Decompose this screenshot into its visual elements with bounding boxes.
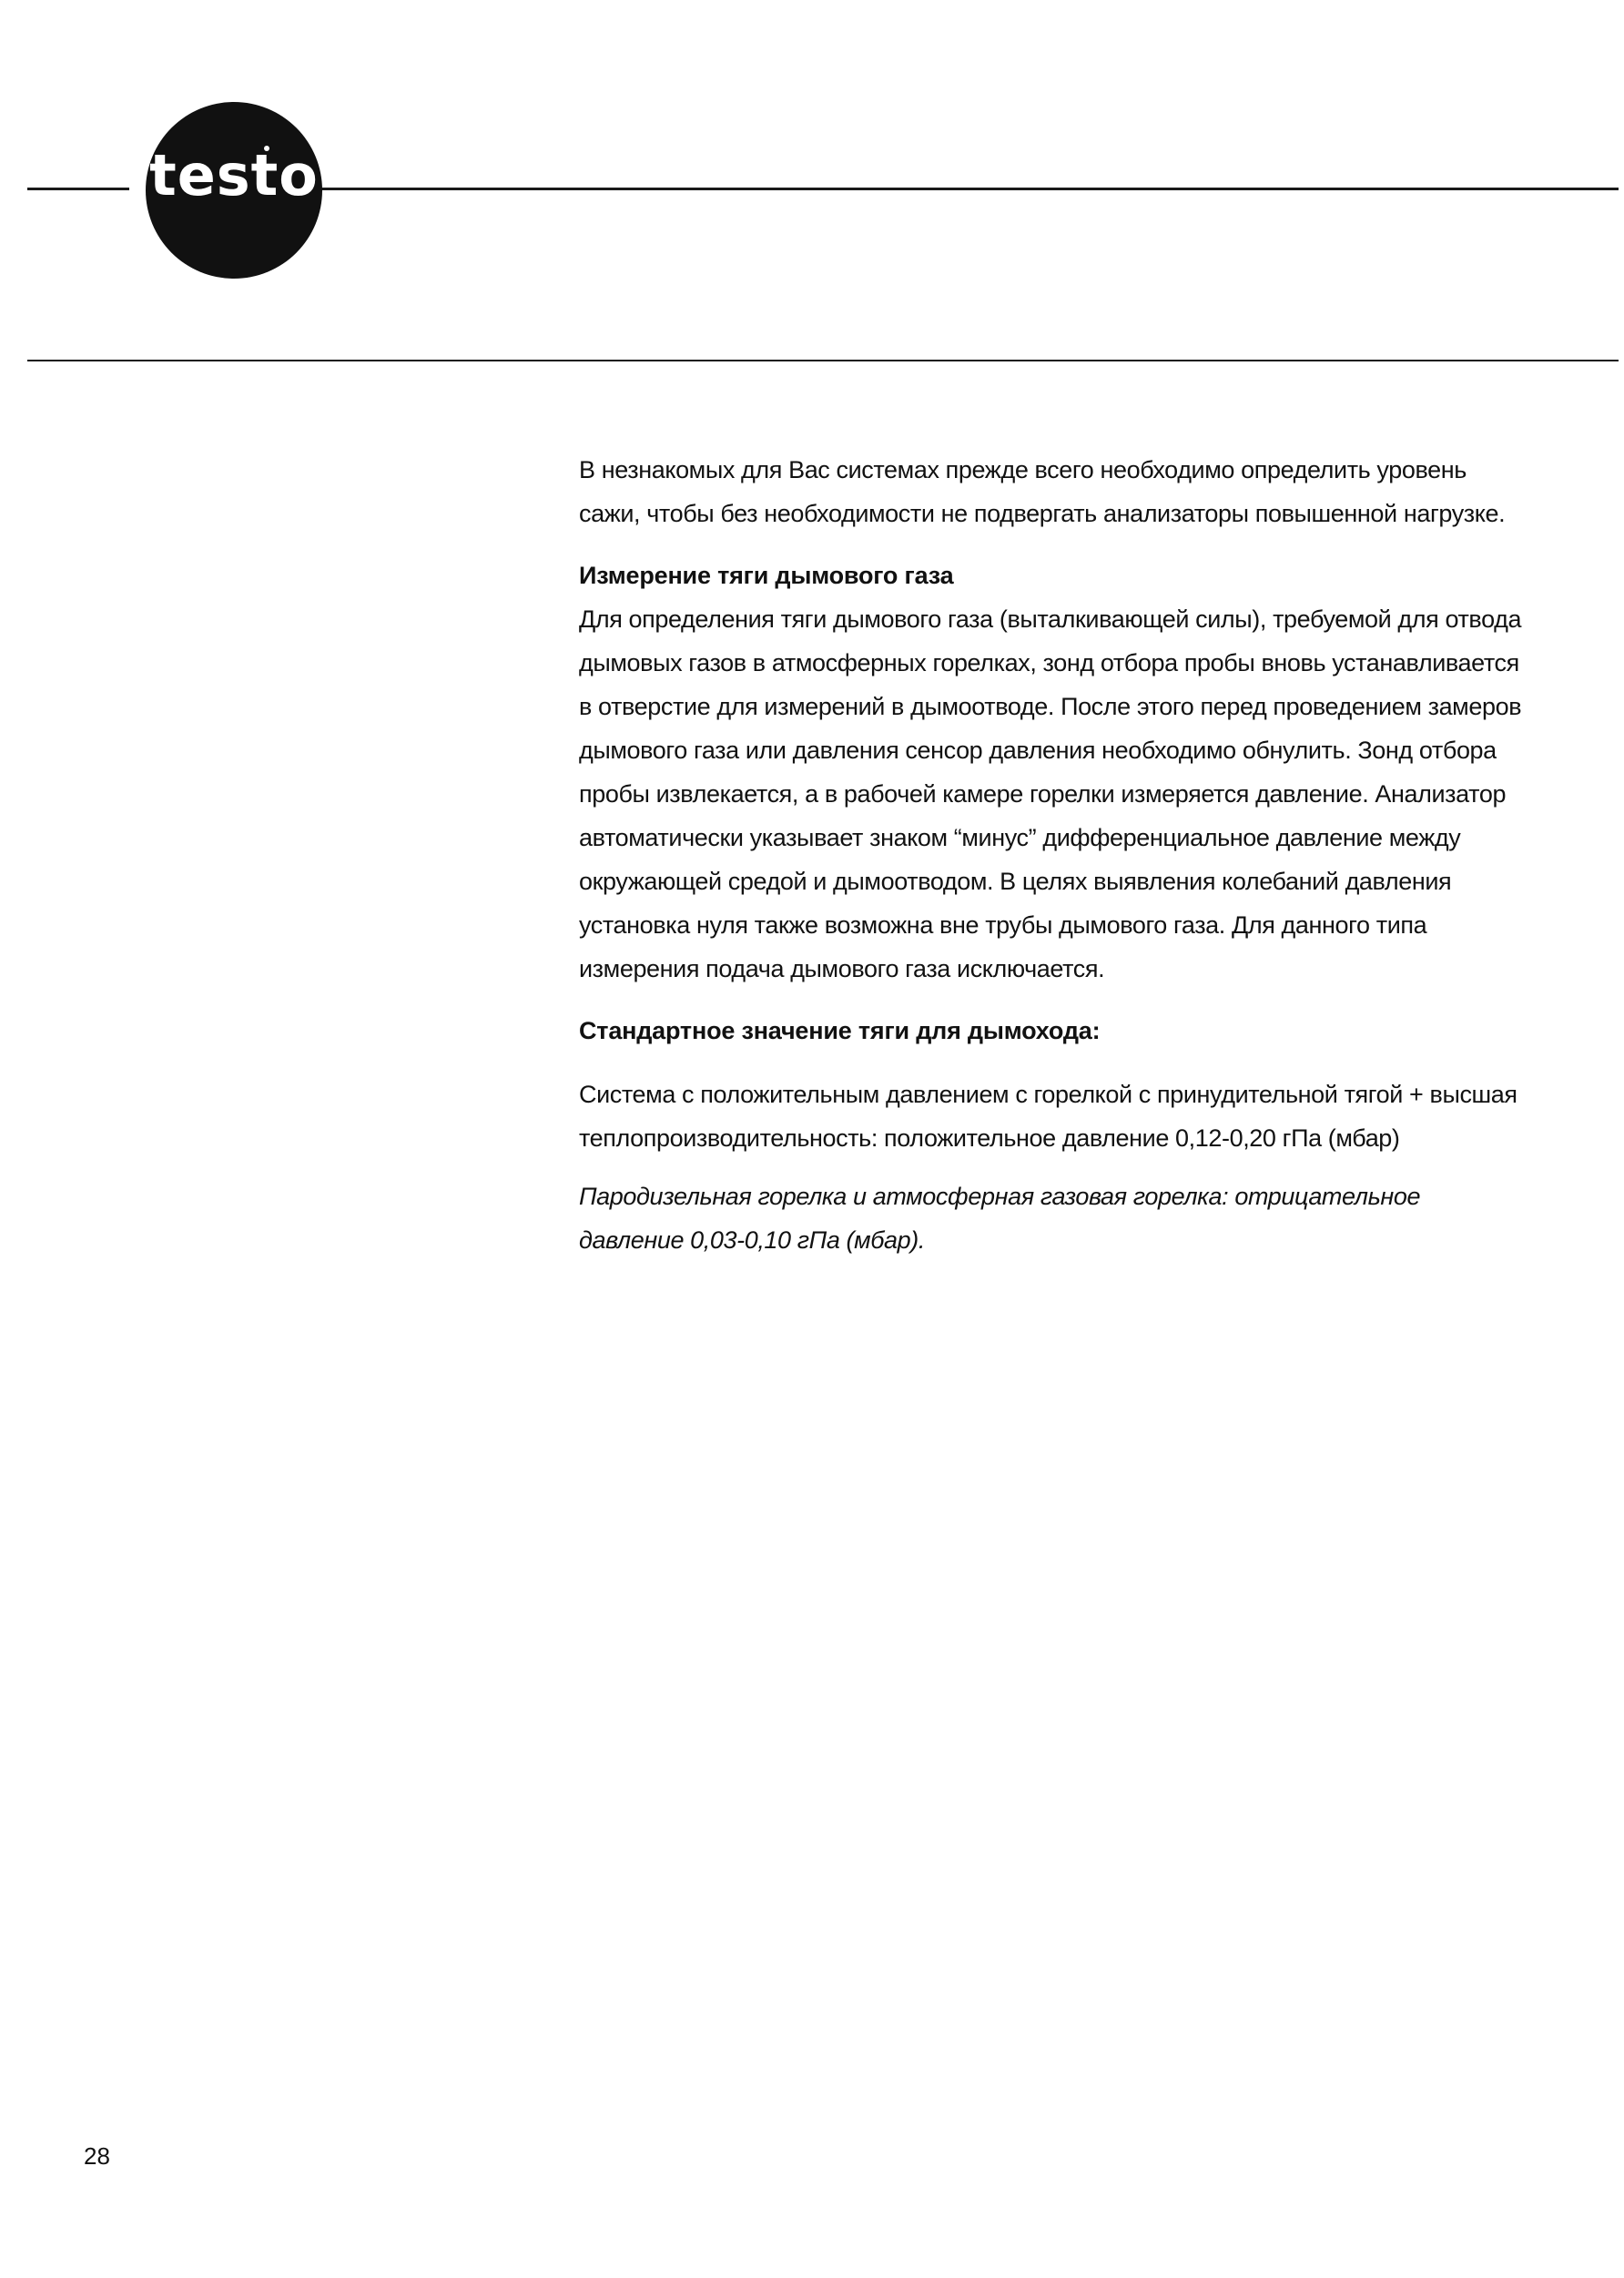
header-rule-left xyxy=(27,188,129,190)
draft-measurement-heading: Измерение тяги дымового газа xyxy=(579,562,954,589)
positive-pressure-paragraph: Система с положительным давлением с горелкой с принудительной тягой + высшая теплопроизводительность: положительное давление 0,12-0,20 гПа (мбар) xyxy=(579,1081,1517,1152)
testo-logo xyxy=(146,102,322,279)
page-number: 28 xyxy=(84,2142,110,2170)
intro-paragraph: В незнакомых для Вас системах прежде всего необходимо определить уровень сажи, чтобы без необходимости не подвергать анализаторы повышенной нагрузке. xyxy=(579,456,1506,527)
logo-text: testo xyxy=(149,142,319,208)
standard-draft-heading: Стандартное значение тяги для дымохода: xyxy=(579,1017,1101,1044)
draft-measurement-paragraph: Для определения тяги дымового газа (выталкивающей силы), требуемой для отвода дымовых газов в атмосферных горелках, зонд отбора пробы вновь устанавливается в отверстие для измерений в дымоотводе. После этого перед проведением замеров дымового газа или давления сенсор давления необходимо обнулить. Зонд отбора пробы извлекается, а в рабочей камере горелки измеряется давление. Анализатор автоматически указывает знаком “минус” дифференциальное давление между окружающей средой и дымоотводом. В целях выявления колебаний давления установка нуля также возможна вне трубы дымового газа. Для данного типа измерения подача дымового газа исключается. xyxy=(579,605,1522,982)
main-content xyxy=(579,448,1526,1262)
negative-pressure-paragraph: Пародизельная горелка и атмосферная газовая горелка: отрицательное давление 0,03-0,10 гПа (мбар). xyxy=(579,1183,1421,1254)
header-rule-right xyxy=(317,188,1619,190)
section-divider xyxy=(27,360,1619,361)
